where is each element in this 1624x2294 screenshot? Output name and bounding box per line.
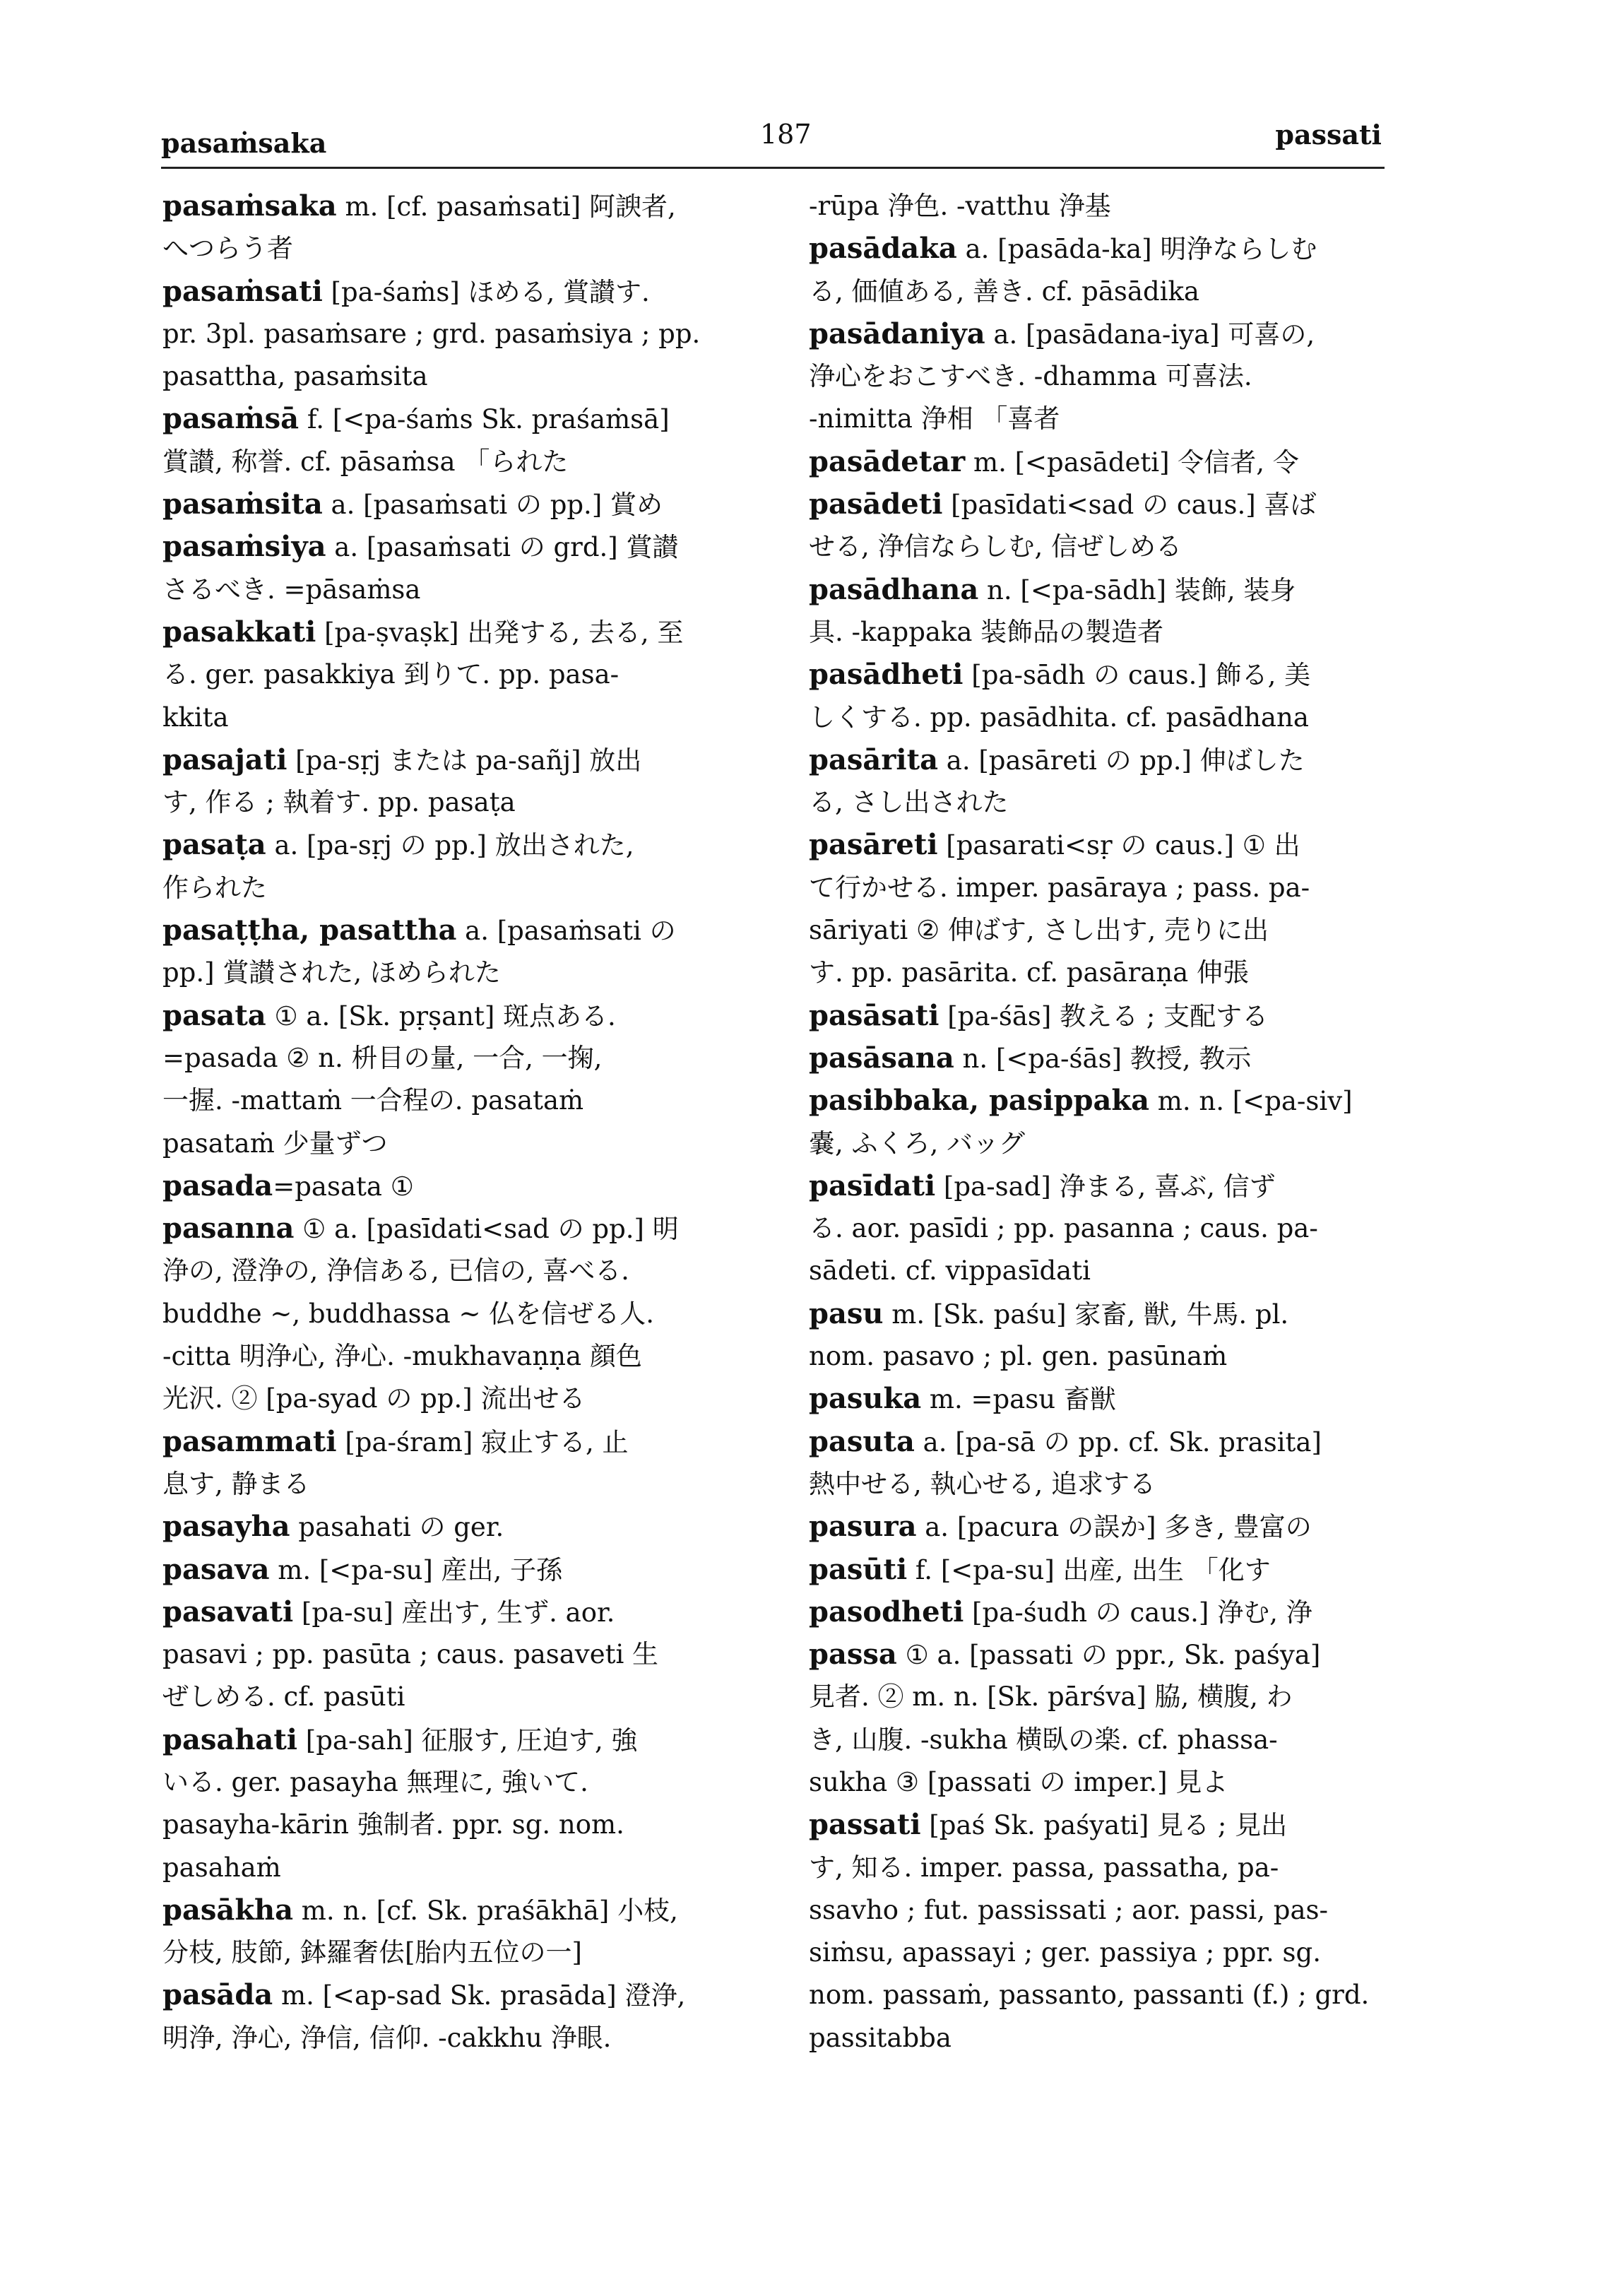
headword: pasādaniya bbox=[809, 317, 985, 350]
dictionary-continuation-line bbox=[162, 227, 770, 270]
entry-text: いる. ger. pasayha 無理に, 強いて. bbox=[162, 1766, 588, 1797]
entry-text: 賞讃, 称誉. cf. pāsaṁsa 「られた bbox=[162, 446, 569, 477]
page-header bbox=[161, 119, 1382, 168]
entry-text: pr. 3pl. pasaṁsare ; grd. pasaṁsiya ; pp. bbox=[162, 318, 701, 349]
dictionary-entry-line bbox=[809, 1549, 1388, 1591]
dictionary-entry-line bbox=[162, 271, 770, 313]
dictionary-entry-line bbox=[162, 185, 770, 227]
entry-text: siṁsu, apassayi ; ger. passiya ; ppr. sg. bbox=[809, 1937, 1321, 1968]
dictionary-entry-line bbox=[809, 1591, 1388, 1633]
dictionary-entry-line bbox=[809, 569, 1388, 611]
headword: pasāda bbox=[162, 1978, 273, 2012]
dictionary-continuation-line bbox=[162, 1250, 770, 1292]
entry-text: る. aor. pasīdi ; pp. pasanna ; caus. pa- bbox=[809, 1213, 1318, 1244]
dictionary-entry-line bbox=[162, 1889, 770, 1932]
dictionary-entry-line bbox=[809, 313, 1388, 355]
entry-text: m. [cf. pasaṁsati] 阿諛者, bbox=[336, 191, 676, 222]
dictionary-entry-line bbox=[809, 1633, 1388, 1676]
entry-text: sādeti. cf. vippasīdati bbox=[809, 1255, 1091, 1287]
headword: pasādaka bbox=[809, 232, 957, 266]
dictionary-entry-line bbox=[809, 1165, 1388, 1207]
headword: pasaṁsita bbox=[162, 487, 323, 521]
dictionary-continuation-line bbox=[162, 781, 770, 824]
entry-text: 一握. -mattaṁ 一合程の. pasataṁ bbox=[162, 1085, 584, 1116]
entry-text: sāriyati ② 伸ばす, さし出す, 売りに出 bbox=[809, 915, 1269, 946]
dictionary-continuation-line bbox=[809, 952, 1388, 994]
entry-text: m. [<pa-su] 産出, 子孫 bbox=[269, 1554, 563, 1585]
dictionary-entry-line bbox=[809, 824, 1388, 866]
entry-text: -citta 明浄心, 浄心. -mukhavaṇṇa 顔色 bbox=[162, 1341, 642, 1372]
dictionary-entry-line bbox=[809, 1421, 1388, 1463]
headword: pasādeti bbox=[809, 487, 943, 521]
entry-text: m. [Sk. paśu] 家畜, 獣, 牛馬. pl. bbox=[883, 1299, 1289, 1330]
entry-text: pasayha-kārin 強制者. ppr. sg. nom. bbox=[162, 1809, 624, 1840]
dictionary-continuation-line bbox=[162, 697, 770, 739]
entry-text: 浄心をおこすべき. -dhamma 可喜法. bbox=[809, 361, 1252, 392]
entry-text: 作られた bbox=[162, 872, 267, 903]
dictionary-continuation-line bbox=[162, 313, 770, 355]
headword: pasada bbox=[162, 1169, 273, 1202]
headword: pasavati bbox=[162, 1595, 294, 1628]
headword: pasakkati bbox=[162, 615, 316, 649]
right-guide-word: passati bbox=[1275, 119, 1382, 150]
headword: pasayha bbox=[162, 1510, 290, 1544]
entry-text: 嚢, ふくろ, バッグ bbox=[809, 1128, 1026, 1159]
entry-text: す, 作る ; 執着す. pp. pasaṭa bbox=[162, 787, 516, 818]
dictionary-entry-line bbox=[162, 611, 770, 654]
headword: pasaṁsaka bbox=[162, 189, 337, 223]
entry-text: [pa-śās] 教える ; 支配する bbox=[939, 1000, 1269, 1031]
entry-text: sukha ③ [passati の imper.] 見よ bbox=[809, 1766, 1228, 1797]
dictionary-entry-line bbox=[162, 1719, 770, 1761]
dictionary-entry-line bbox=[809, 441, 1388, 483]
dictionary-entry-line bbox=[809, 1506, 1388, 1548]
dictionary-continuation-line bbox=[162, 1037, 770, 1080]
entry-text: [pasīdati<sad の caus.] 喜ば bbox=[942, 490, 1317, 521]
dictionary-continuation-line bbox=[809, 781, 1388, 824]
dictionary-continuation-line bbox=[162, 1080, 770, 1122]
headword: pasibbaka, pasippaka bbox=[809, 1084, 1150, 1118]
headword: pasaṁsiya bbox=[162, 530, 326, 564]
entry-text: nom. pasavo ; pl. gen. pasūnaṁ bbox=[809, 1341, 1228, 1372]
dictionary-continuation-line bbox=[162, 1847, 770, 1889]
entry-text: m. [<pasādeti] 令信者, 令 bbox=[965, 447, 1299, 478]
entry-text: a. [pasaṁsati の pp.] 賞め bbox=[322, 490, 663, 521]
entry-text: 光沢. ② [pa-syad の pp.] 流出せる bbox=[162, 1383, 586, 1414]
entry-text: ① a. [Sk. pṛṣant] 斑点ある. bbox=[266, 1000, 616, 1031]
entry-text: へつらう者 bbox=[162, 233, 293, 264]
headword: pasuka bbox=[809, 1382, 922, 1416]
dictionary-entry-line bbox=[162, 1591, 770, 1633]
dictionary-continuation-line bbox=[162, 2017, 770, 2059]
dictionary-entry-line bbox=[162, 1506, 770, 1548]
entry-text: [paś Sk. paśyati] 見る ; 見出 bbox=[920, 1810, 1288, 1841]
dictionary-entry-line bbox=[809, 995, 1388, 1037]
dictionary-continuation-line bbox=[162, 867, 770, 909]
entry-text: pasataṁ 少量ずつ bbox=[162, 1128, 388, 1159]
entry-text: f. [<pa-su] 出産, 出生 「化す bbox=[907, 1554, 1271, 1585]
entry-text: [pasarati<sṛ の caus.] ① 出 bbox=[937, 830, 1300, 861]
left-column bbox=[162, 185, 770, 2059]
entry-text: n. [<pa-śās] 教授, 教示 bbox=[954, 1043, 1252, 1074]
entry-text: pasahaṁ bbox=[162, 1852, 281, 1883]
dictionary-entry-line bbox=[809, 1293, 1388, 1335]
dictionary-continuation-line bbox=[162, 1804, 770, 1846]
entry-text: pasahati の ger. bbox=[290, 1512, 504, 1543]
entry-text: a. [pasāreti の pp.] 伸ばした bbox=[938, 745, 1305, 776]
entry-text: [pa-ṣvaṣk] 出発する, 去る, 至 bbox=[316, 617, 684, 648]
entry-text: ① a. [passati の ppr., Sk. paśya] bbox=[896, 1640, 1321, 1671]
entry-text: [pa-sādh の caus.] 飾る, 美 bbox=[963, 660, 1311, 691]
headword: pasāsana bbox=[809, 1041, 954, 1075]
dictionary-continuation-line bbox=[809, 398, 1388, 440]
dictionary-continuation-line bbox=[162, 654, 770, 696]
entry-text: せる, 浄信ならしむ, 信ぜしめる bbox=[809, 531, 1183, 562]
entry-text: 明浄, 浄心, 浄信, 信仰. -cakkhu 浄眼. bbox=[162, 2022, 612, 2053]
dictionary-entry-line bbox=[162, 995, 770, 1037]
entry-text: [pa-sad] 浄まる, 喜ぶ, 信ず bbox=[935, 1171, 1276, 1202]
dictionary-entry-line bbox=[809, 483, 1388, 526]
dictionary-entry-line bbox=[162, 483, 770, 526]
dictionary-entry-line bbox=[809, 1804, 1388, 1846]
dictionary-continuation-line bbox=[162, 1123, 770, 1165]
entry-text: ① a. [pasīdati<sad の pp.] 明 bbox=[294, 1214, 679, 1245]
entry-text: [pa-sah] 征服す, 圧迫す, 強 bbox=[297, 1725, 638, 1756]
entry-text: る, さし出された bbox=[809, 787, 1009, 818]
dictionary-entry-line bbox=[809, 1378, 1388, 1420]
entry-text: a. [pa-sṛj の pp.] 放出された, bbox=[266, 830, 634, 861]
headword: pasaṁsati bbox=[162, 274, 323, 308]
dictionary-entry-line bbox=[162, 1207, 770, 1250]
entry-text: m. n. [cf. Sk. praśākhā] 小枝, bbox=[293, 1895, 678, 1926]
dictionary-continuation-line bbox=[162, 1676, 770, 1718]
entry-text: kkita bbox=[162, 702, 229, 733]
dictionary-continuation-line bbox=[809, 867, 1388, 909]
left-guide-word: pasaṁsaka bbox=[161, 127, 327, 159]
entry-text: m. [<ap-sad Sk. prasāda] 澄浄, bbox=[273, 1980, 686, 2011]
dictionary-continuation-line bbox=[162, 441, 770, 483]
entry-text: f. [<pa-śaṁs Sk. praśaṁsā] bbox=[299, 404, 670, 435]
dictionary-continuation-line bbox=[162, 569, 770, 611]
headword: pasākha bbox=[162, 1893, 294, 1927]
entry-text: す, 知る. imper. passa, passatha, pa- bbox=[809, 1852, 1279, 1883]
entry-text: ぜしめる. cf. pasūti bbox=[162, 1681, 405, 1713]
headword: pasādheti bbox=[809, 658, 964, 692]
dictionary-continuation-line bbox=[809, 271, 1388, 313]
dictionary-continuation-line bbox=[162, 1633, 770, 1676]
dictionary-entry-line bbox=[162, 1165, 770, 1207]
dictionary-entry-line bbox=[162, 739, 770, 781]
entry-text: 具. -kappaka 装飾品の製造者 bbox=[809, 616, 1164, 647]
headword: pasahati bbox=[162, 1722, 297, 1756]
dictionary-continuation-line bbox=[809, 2017, 1388, 2059]
entry-text: 分枝, 肢節, 鉢羅奢佉[胎内五位の一] bbox=[162, 1937, 582, 1968]
headword: pasārita bbox=[809, 743, 938, 776]
entry-text: き, 山腹. -sukha 横臥の楽. cf. phassa- bbox=[809, 1724, 1278, 1755]
dictionary-continuation-line bbox=[809, 526, 1388, 568]
dictionary-continuation-line bbox=[162, 1463, 770, 1506]
entry-text: [pa-su] 産出す, 生ず. aor. bbox=[293, 1597, 615, 1628]
entry-text: m. =pasu 畜獣 bbox=[921, 1384, 1116, 1415]
dictionary-continuation-line bbox=[809, 355, 1388, 398]
headword: pasaṁsā bbox=[162, 402, 300, 436]
dictionary-entry-line bbox=[809, 654, 1388, 696]
entry-text: m. n. [<pa-siv] bbox=[1149, 1086, 1353, 1117]
entry-text: a. [pasaṁsati の bbox=[456, 916, 676, 947]
dictionary-continuation-line bbox=[809, 1932, 1388, 1974]
dictionary-entry-line bbox=[809, 227, 1388, 270]
entry-text: pasavi ; pp. pasūta ; caus. pasaveti 生 bbox=[162, 1639, 659, 1670]
dictionary-continuation-line bbox=[809, 1335, 1388, 1378]
entry-text: a. [pasaṁsati の grd.] 賞讃 bbox=[326, 532, 679, 563]
entry-text: =pasada ② n. 枡目の量, 一合, 一掬, bbox=[162, 1042, 603, 1073]
entry-text: さるべき. =pāsaṁsa bbox=[162, 574, 421, 605]
dictionary-continuation-line bbox=[162, 1761, 770, 1804]
entry-text: n. [<pa-sādh] 装飾, 装身 bbox=[978, 574, 1296, 605]
dictionary-entry-line bbox=[809, 1080, 1388, 1122]
dictionary-entry-line bbox=[162, 1421, 770, 1463]
right-column bbox=[809, 185, 1388, 2059]
headword: pasu bbox=[809, 1296, 884, 1330]
page-number: 187 bbox=[760, 119, 812, 150]
dictionary-entry-line bbox=[162, 824, 770, 866]
headword: pasammati bbox=[162, 1424, 337, 1458]
headword: pasodheti bbox=[809, 1595, 964, 1628]
entry-text: 見者. ② m. n. [Sk. pārśva] 脇, 横腹, わ bbox=[809, 1681, 1293, 1713]
headword: pasīdati bbox=[809, 1169, 936, 1202]
dictionary-continuation-line bbox=[809, 1889, 1388, 1932]
entry-text: 浄の, 澄浄の, 浄信ある, 已信の, 喜べる. bbox=[162, 1255, 629, 1287]
headword: pasura bbox=[809, 1510, 917, 1544]
dictionary-continuation-line bbox=[162, 1932, 770, 1974]
headword: pasajati bbox=[162, 743, 288, 776]
entry-text: pp.] 賞讃された, ほめられた bbox=[162, 957, 501, 988]
headword: pasāsati bbox=[809, 998, 940, 1032]
dictionary-entry-line bbox=[809, 739, 1388, 781]
headword: pasanna bbox=[162, 1212, 295, 1246]
entry-text: =pasata ① bbox=[273, 1171, 414, 1202]
headword: pasāreti bbox=[809, 828, 938, 862]
entry-text: ssavho ; fut. passissati ; aor. passi, pas- bbox=[809, 1894, 1329, 1925]
dictionary-entry-line bbox=[162, 398, 770, 440]
dictionary-continuation-line bbox=[162, 1293, 770, 1335]
entry-text: buddhe ~, buddhassa ~ 仏を信ぜる人. bbox=[162, 1298, 654, 1329]
headword: pasava bbox=[162, 1552, 270, 1586]
dictionary-continuation-line bbox=[809, 1974, 1388, 2016]
dictionary-continuation-line bbox=[809, 909, 1388, 952]
entry-text: 息す, 静まる bbox=[162, 1468, 310, 1499]
dictionary-continuation-line bbox=[809, 697, 1388, 739]
dictionary-continuation-line bbox=[162, 1335, 770, 1378]
headword: passa bbox=[809, 1638, 897, 1672]
dictionary-continuation-line bbox=[809, 1761, 1388, 1804]
entry-text: る. ger. pasakkiya 到りて. pp. pasa- bbox=[162, 659, 620, 690]
dictionary-continuation-line bbox=[809, 1719, 1388, 1761]
dictionary-continuation-line bbox=[809, 1123, 1388, 1165]
headword: pasaṭṭha, pasattha bbox=[162, 914, 457, 947]
dictionary-continuation-line bbox=[162, 952, 770, 994]
entry-text: しくする. pp. pasādhita. cf. pasādhana bbox=[809, 702, 1309, 733]
dictionary-continuation-line bbox=[809, 1207, 1388, 1250]
dictionary-continuation-line bbox=[809, 1250, 1388, 1292]
entry-text: -rūpa 浄色. -vatthu 浄基 bbox=[809, 191, 1111, 221]
entry-text: -nimitta 浄相 「喜者 bbox=[809, 403, 1060, 434]
entry-text: [pa-śudh の caus.] 浄む, 浄 bbox=[964, 1597, 1312, 1628]
headword: pasūti bbox=[809, 1552, 908, 1586]
entry-text: nom. passaṁ, passanto, passanti (f.) ; grd. bbox=[809, 1980, 1370, 2011]
dictionary-entry-line bbox=[162, 909, 770, 952]
dictionary-continuation-line bbox=[809, 611, 1388, 654]
entry-text: す. pp. pasārita. cf. pasāraṇa 伸張 bbox=[809, 957, 1249, 988]
headword: pasādetar bbox=[809, 444, 966, 478]
entry-text: a. [pa-sā の pp. cf. Sk. prasita] bbox=[914, 1426, 1322, 1458]
dictionary-continuation-line bbox=[809, 1463, 1388, 1506]
dictionary-entry-line bbox=[162, 1974, 770, 2016]
entry-text: a. [pasādana-iya] 可喜の, bbox=[985, 319, 1315, 350]
entry-text: [pa-śaṁs] ほめる, 賞讃す. bbox=[322, 276, 650, 307]
dictionary-continuation-line bbox=[809, 1676, 1388, 1718]
header-rule bbox=[161, 167, 1385, 169]
headword: pasuta bbox=[809, 1424, 915, 1458]
dictionary-continuation-line bbox=[809, 185, 1388, 227]
entry-text: [pa-sṛj または pa-sañj] 放出 bbox=[287, 745, 642, 776]
dictionary-entry-line bbox=[809, 1037, 1388, 1080]
entry-text: る, 価値ある, 善き. cf. pāsādika bbox=[809, 276, 1199, 307]
entry-text: passitabba bbox=[809, 2022, 952, 2053]
dictionary-entry-line bbox=[162, 1549, 770, 1591]
entry-text: [pa-śram] 寂止する, 止 bbox=[336, 1426, 629, 1458]
entry-text: a. [pasāda-ka] 明浄ならしむ bbox=[956, 234, 1317, 265]
headword: pasata bbox=[162, 998, 266, 1032]
entry-text: pasattha, pasaṁsita bbox=[162, 361, 428, 392]
dictionary-continuation-line bbox=[162, 1378, 770, 1420]
dictionary-continuation-line bbox=[809, 1847, 1388, 1889]
dictionary-continuation-line bbox=[162, 355, 770, 398]
dictionary-entry-line bbox=[162, 526, 770, 568]
entry-text: a. [pacura の誤か] 多き, 豊富の bbox=[916, 1512, 1312, 1543]
entry-text: 熱中せる, 執心せる, 追求する bbox=[809, 1468, 1156, 1499]
headword: pasaṭa bbox=[162, 828, 266, 862]
headword: passati bbox=[809, 1808, 921, 1842]
headword: pasādhana bbox=[809, 572, 979, 606]
entry-text: て行かせる. imper. pasāraya ; pass. pa- bbox=[809, 872, 1310, 903]
